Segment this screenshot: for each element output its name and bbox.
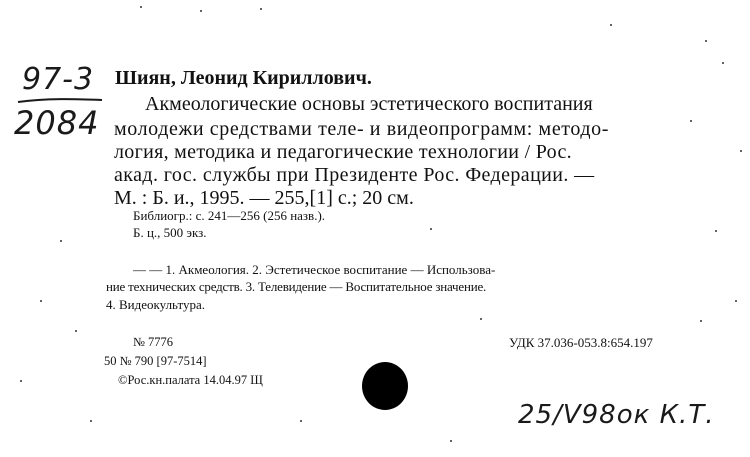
title-line-4: акад. гос. службы при Президенте Рос. Федерации. — [114,164,595,186]
card-number: № 7776 [133,335,174,349]
udk-code: УДК 37.036-053.8:654.197 [509,335,653,350]
subjects-line-3: 4. Видеокультура. [106,297,206,312]
handwritten-call-number-top: 97-3 [22,62,95,97]
title-line-5: М. : Б. и., 1995. — 255,[1] с.; 20 см. [114,187,414,209]
title-line-3: логия, методика и педагогические технологии / Рос. [114,141,572,163]
book-chamber-stamp: ©Рос.кн.палата 14.04.97 Щ [118,373,263,387]
title-line-1: Акмеологические основы эстетического воспитания [145,93,593,115]
handwritten-note-bottom-right: 25/V98ок К.Т. [518,400,715,430]
ink-blot [362,362,408,410]
registry-number: 50 № 790 [97-7514] [104,354,207,368]
subjects-line-1: — — 1. Акмеология. 2. Эстетическое воспитание — Использова- [133,262,496,277]
handwritten-call-number-bottom: 2084 [14,104,100,142]
print-run-note: Б. ц., 500 экз. [133,225,207,240]
bibliography-note: Библиогр.: с. 241—256 (256 назв.). [133,208,326,223]
subjects-line-2: ние технических средств. 3. Телевидение — Воспитательное значение. [106,279,487,294]
title-line-2: молодежи средствами теле- и видеопрограмм: методо- [114,118,610,140]
author-heading: Шиян, Леонид Кириллович. [115,67,372,89]
